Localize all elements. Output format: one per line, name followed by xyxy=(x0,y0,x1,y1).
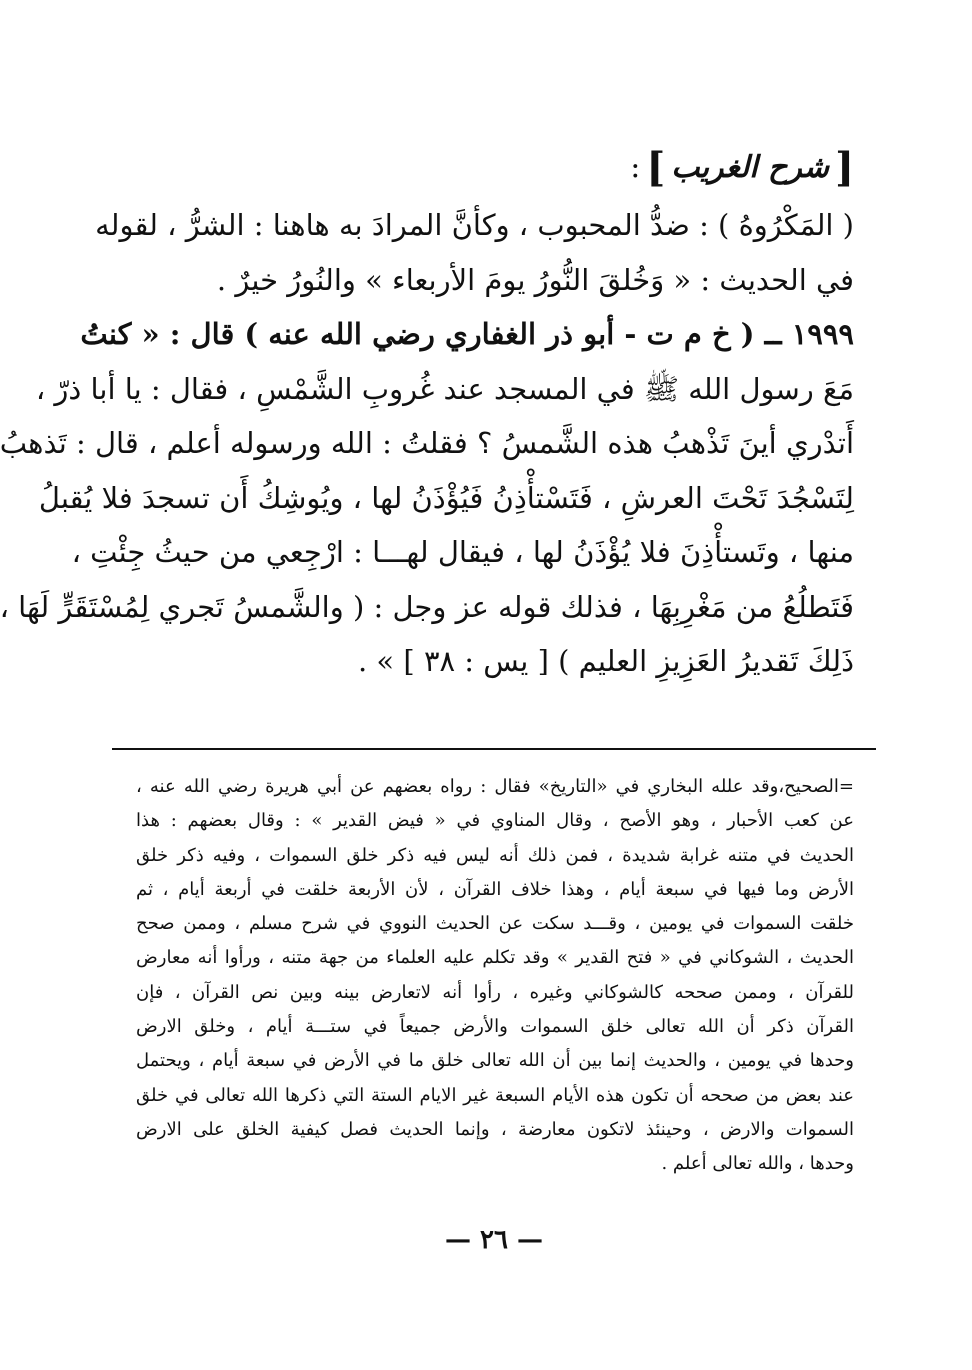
footnote-divider xyxy=(112,748,876,750)
main-text-line: مَعَ رسول الله ﷺ في المسجد عند غُروبِ الشَّمْسِ ، فقال : يا أبا ذرّ ، xyxy=(35,371,854,406)
main-text-line: لِتَسْجُدَ تَحْتَ العرشِ ، فَتَسْتأْذِنُ فَيُؤْذَنُ لها ، ويُوشِكُ أَن تسجدَ فلا يُقبلُ xyxy=(38,480,854,515)
heading-open-bracket: [ xyxy=(835,144,854,191)
main-text-line: ذَلِكَ تَقديرُ العَزِيزِ العليم ) [ يس : ٣٨ ] » . xyxy=(358,644,854,678)
footnote-line: السموات والارض ، وحينئذ لاتكون معارضة ، وإنما الحديث فصل كيفية الخلق على الارض xyxy=(136,1118,854,1140)
footnote-line: الأرض وما فيها في سبعة أيام ، وهذا خلاف القرآن ، لأن الأربعة خلقت في أربعة أيام ، ثم xyxy=(136,878,854,900)
footnote-line: للقرآن ، وممن صححه كالشوكاني وغيره ، رأوا أنه لاتعارض بينه وبين نص القرآن ، فإن xyxy=(136,981,854,1003)
footnotes xyxy=(136,770,854,1182)
main-text xyxy=(0,198,854,689)
main-text-line: فَتَطلُعُ من مَغْرِبِهَا ، فذلك قوله عز وجل : ( والشَّمسُ تَجري لِمُسْتَقَرٍّ لَهَا ، xyxy=(0,589,854,624)
footnote-line: الحديث ، الشوكاني في « فتح القدير » وقد تكلم عليه العلماء من جهة متنه ، ورأوا أنه معارض xyxy=(136,947,854,969)
footnote-line: وحدها ، والله تعالى أعلم . xyxy=(661,1153,854,1175)
footnote-line: عند بعض من صححه أن تكون هذه الأيام السبعة غير الايام الستة التي ذكرها الله تعالى في خلق xyxy=(136,1084,854,1106)
footnote-line: القرآن ذكر أن الله تعالى خلق السموات والأرض جميعاً في ستـــة أيام ، وخلق الارض xyxy=(136,1016,854,1038)
footnote-line: خلقت السموات في يومين ، وقـــد سكت عن الحديث النووي في شرح مسلم ، وممن صحح xyxy=(136,913,854,935)
main-text-line: أَتدْري أينَ تَذْهبُ هذه الشَّمسُ ؟ فقلتُ : الله ورسوله أعلم ، قال : تَذهبُ xyxy=(0,426,854,460)
main-text-line: ( المَكْرُوهُ ) : ضدُّ المحبوب ، وكأنَّ المرادَ به هاهنا : الشرُّ ، لقوله xyxy=(95,208,854,242)
heading-close-bracket: ] xyxy=(646,144,666,191)
footnote-line: وحدها في يومين ، والحديث إنما بين أن الله تعالى خلق ما في الأرض في سبعة أيام ، ويحتمل xyxy=(136,1050,854,1072)
heading-title: شرح الغريب xyxy=(671,150,830,185)
hadith-header-line: ١٩٩٩ ــ ( خ م ت - أبو ذر الغفاري رضي الله عنه ) قال : « كنتُ xyxy=(80,317,854,351)
main-text-line: منها ، وتَستأْذِنَ فلا يُؤْذَنُ لها ، فيقال لهـــا : ارْجِعي من حيثُ جِئْتِ ، xyxy=(71,535,854,569)
footnote-line: الحديث في متنه غرابة شديدة ، فمن ذلك أنه ليس فيه ذكر خلق السموات ، وفيه ذكر خلق xyxy=(136,844,854,866)
footnote-line: عن كعب الأحبار ، وهو الأصح ، وقال المناوي في « فيض القدير » : وقال بعضهم : هذا xyxy=(136,810,854,832)
heading-colon: : xyxy=(630,150,641,185)
page-number: — ٢٦ — xyxy=(444,1225,544,1255)
section-heading xyxy=(630,144,854,191)
footnote-line: =الصحيح،وقد علله البخاري في «التاريخ» فقال : رواه بعضهم عن أبي هريرة رضي الله عنه ، xyxy=(136,776,854,797)
main-text-line: في الحديث : « وَخُلقَ النُّورُ يومَ الأربعاء » والنُورُ خيرٌ . xyxy=(216,262,854,297)
